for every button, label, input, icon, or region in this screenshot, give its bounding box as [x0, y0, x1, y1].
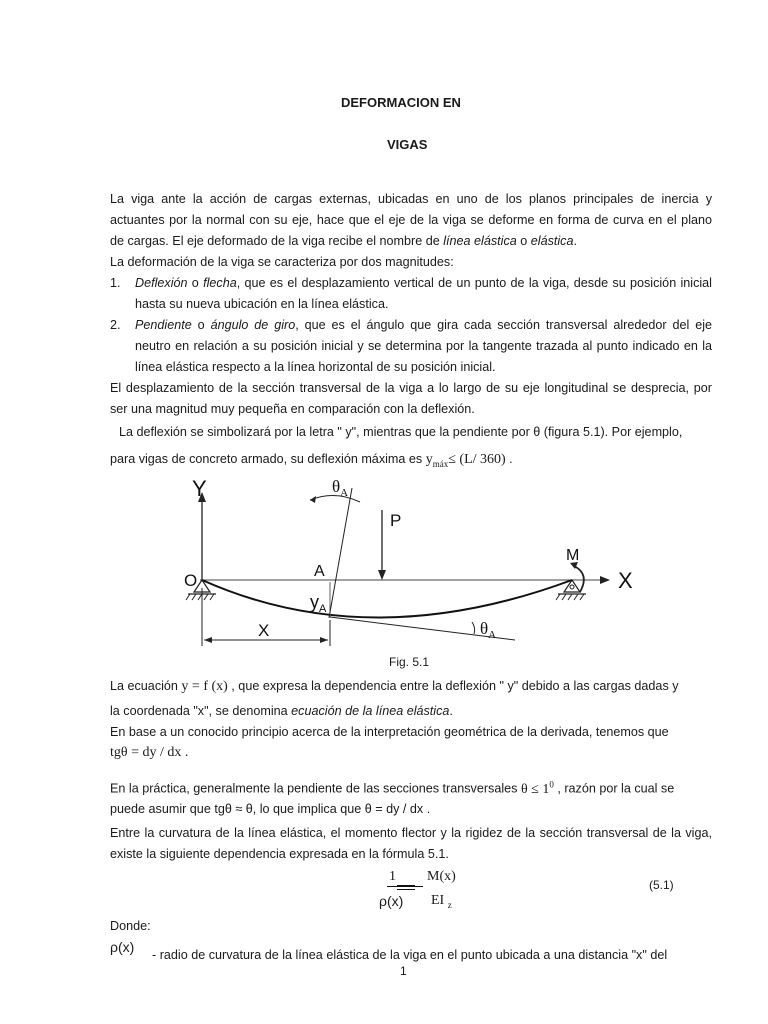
- x-axis-arrowhead: [600, 576, 610, 584]
- paragraph-line: existe la siguiente dependencia expresada en la fórmula 5.1.: [110, 847, 449, 861]
- text-span: o: [191, 318, 211, 332]
- list-item-line: línea elástica respecto a la línea horizontal de su posición inicial.: [135, 360, 496, 374]
- list-item-line: neutro en relación a su posición inicial y se determina por la tangente trazada al punto indicado en la: [135, 339, 712, 353]
- beam-deflection-figure: [170, 470, 650, 650]
- right-angle-arc: [472, 622, 475, 634]
- term-deflexion: Deflexión: [135, 276, 188, 290]
- degree-superscript: 0: [549, 779, 554, 789]
- rho-description: - radio de curvatura de la línea elástica de la viga en el punto ubicada a una distancia "x" del: [152, 948, 668, 962]
- list-item-line: [135, 317, 712, 333]
- x-dimension-arrow-left: [204, 637, 212, 643]
- term-flecha: flecha: [203, 276, 237, 290]
- paragraph-line: Entre la curvatura de la línea elástica, el momento flector y la rigidez de la sección transversal de la viga,: [110, 826, 712, 840]
- x-dimension-label: X: [258, 621, 270, 640]
- equals-sign: [397, 885, 415, 890]
- text-span: para vigas de concreto armado, su deflexión máxima es: [110, 452, 426, 466]
- theta-a-top-label: $\theta_A$: [332, 477, 349, 499]
- paragraph-line: actuantes por la normal con su eje, hace que el eje de la viga se deforme en forma de curva en el plano: [110, 213, 712, 227]
- formula-numerator-left: 1: [389, 869, 396, 884]
- paragraph-line: En base a un conocido principio acerca de la interpretación geométrica de la derivada, tenemos que: [110, 725, 669, 739]
- paragraph-line: La deflexión se simbolizará por la letra " y", mientras que la pendiente por θ (figura 5.1). Por ejemplo,: [119, 425, 683, 439]
- paragraph-line: El desplazamiento de la sección transversal de la viga a lo largo de su eje longitudinal se desprecia, por: [110, 381, 712, 395]
- figure-caption: Fig. 5.1: [389, 655, 430, 669]
- text-span: la coordenada "x", se denomina: [110, 704, 292, 718]
- paragraph-line: [110, 678, 712, 695]
- right-support-hatch: [556, 594, 584, 600]
- text-span: o: [187, 276, 204, 290]
- load-p-arrowhead: [378, 570, 386, 580]
- text-span: La ecuación: [110, 679, 182, 693]
- moment-m-label: M: [566, 547, 580, 564]
- text-span: .: [449, 704, 453, 718]
- page-number: 1: [400, 964, 407, 978]
- text-span: .: [573, 234, 577, 248]
- formula-number: (5.1): [649, 878, 674, 892]
- term-pendiente: Pendiente: [135, 318, 192, 332]
- list-number: 2.: [110, 318, 121, 332]
- document-title-line2: VIGAS: [387, 137, 428, 152]
- subscript-z: z: [447, 899, 452, 910]
- paragraph-line: [110, 451, 712, 472]
- x-axis-label: X: [618, 568, 633, 593]
- text-span: , que es el ángulo que gira cada sección transversal alrededor del eje: [295, 318, 712, 332]
- derivative-equation: tgθ = dy / dx .: [110, 745, 189, 760]
- paragraph-line: [110, 776, 712, 798]
- theta-a-right-label: $\theta_A$: [480, 619, 497, 641]
- max-deflexion-formula: ≤ (L/ 360): [448, 452, 506, 467]
- term-elastica: elástica: [530, 234, 574, 248]
- slope-inequality: $\theta \le 1^0$: [520, 779, 554, 797]
- paragraph-line: La viga ante la acción de cargas externas, ubicadas en uno de los planos principales de inercia y: [110, 192, 712, 206]
- load-p-label: P: [390, 511, 402, 530]
- elastic-line-equation: y = f (x): [181, 679, 228, 694]
- subscript-max: máx: [432, 458, 449, 469]
- term-ecuacion-linea-elastica: ecuación de la línea elástica: [291, 704, 450, 718]
- text-span: de cargas. El eje deformado de la viga recibe el nombre de: [110, 234, 444, 248]
- text-span: , razón por la cual se: [553, 781, 675, 796]
- formula-denominator-left: ρ(x): [379, 893, 404, 909]
- origin-label: O: [184, 571, 198, 590]
- left-support-hatch: [186, 594, 214, 600]
- list-item-line: [135, 275, 712, 291]
- rotated-section-line: [329, 488, 352, 618]
- paragraph-line: ser una magnitud muy pequeña en comparación con la deflexión.: [110, 402, 475, 416]
- text-span: En la práctica, generalmente la pendiente de las secciones transversales: [110, 781, 521, 796]
- rho-symbol: ρ(x): [110, 939, 135, 955]
- paragraph-line: [110, 233, 712, 249]
- point-a-label: A: [314, 563, 325, 580]
- paragraph-line: Donde:: [110, 919, 151, 933]
- right-support-roller: [570, 585, 574, 589]
- moment-m-arc: [574, 566, 584, 592]
- text-span: o: [516, 234, 531, 248]
- top-angle-arrow: [310, 496, 316, 503]
- x-dimension-arrow-right: [320, 637, 328, 643]
- list-number: 1.: [110, 276, 121, 290]
- paragraph-line: puede asumir que tgθ ≈ θ, lo que implica que θ = dy / dx .: [110, 802, 431, 816]
- formula-numerator-right: M(x): [427, 869, 456, 884]
- paragraph-line: [110, 703, 712, 719]
- paragraph-line: La deformación de la viga se caracteriza por dos magnitudes:: [110, 255, 454, 269]
- text-span: .: [505, 452, 513, 466]
- term-linea-elastica: línea elástica: [443, 234, 517, 248]
- list-item-line: hasta su nueva ubicación en la línea elástica.: [135, 297, 389, 311]
- max-deflexion-symbol: $y_{máx}$: [425, 452, 449, 469]
- term-angulo-de-giro: ángulo de giro: [210, 318, 296, 332]
- elastic-line-curve: [202, 580, 572, 618]
- formula-denominator-right: EI $_z$: [431, 893, 452, 910]
- text-span: , que es el desplazamiento vertical de un punto de la viga, desde su posición inicial: [236, 276, 712, 290]
- top-angle-arc: [310, 495, 360, 502]
- deflection-ya-label: $y_A$: [310, 592, 327, 615]
- text-span: , que expresa la dependencia entre la deflexión " y" debido a las cargas dadas y: [227, 679, 679, 693]
- y-axis-label: Y: [192, 476, 207, 501]
- document-title-line1: DEFORMACION EN: [341, 95, 461, 110]
